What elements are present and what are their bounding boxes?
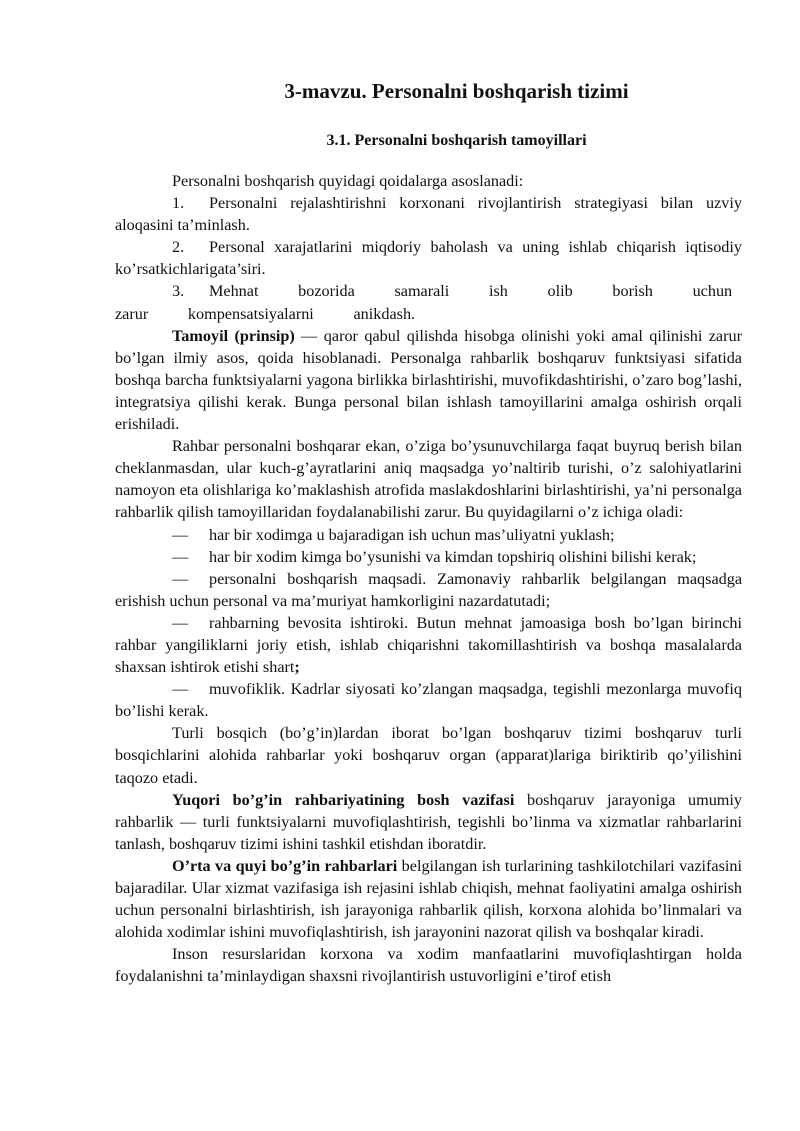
item-number: 3. bbox=[172, 282, 185, 301]
paragraph-turli: Turli bosqich (bo’g’in)lardan iborat bo’lgan boshqaruv tizimi boshqaruv turli bosqichlarini alohida rahbarlar yoki boshqaruv organ (apparat)lariga biriktirib qo’yilishini taqozo etadi. bbox=[115, 724, 742, 787]
paragraph-text: boshqaruv jarayoniga umumiy rahbarlik — turli funktsiyalarni muvofiqlashtirish, tegishli bo’linma va xizmatlar rahbarlarini tanlash, boshqaruv tizimi ishini tashkil etishdan iboratdir. bbox=[115, 790, 742, 853]
document-title: 3-mavzu. Personalni boshqarish tizimi bbox=[284, 79, 629, 103]
dash-item-4 bbox=[115, 612, 742, 678]
dash-marker: — bbox=[172, 569, 189, 588]
item-text: har bir xodim kimga bo’ysunishi va kimdan topshiriq olishini bilishi kerak; bbox=[209, 547, 697, 566]
dash-marker: — bbox=[172, 680, 189, 699]
item-text: har bir xodimga u bajaradigan ish uchun mas’uliyatni yuklash; bbox=[209, 525, 615, 544]
item-text: rahbarning bevosita ishtiroki. Butun mehnat jamoasiga bosh bo’lgan birinchi rahbar yangiliklarni joriy etish, ishlab chiqarishni takomillashtirish va boshqa masalalarda shaxsan ishtirok etishi shart bbox=[115, 613, 742, 677]
item-text: muvofiklik. Kadrlar siyosati ko’zlangan maqsadga, tegishli mezonlarga muvofiq bo’lishi kerak. bbox=[115, 680, 742, 721]
term-bold: O’rta va quyi bo’g’in rahbarlari bbox=[172, 856, 398, 875]
item-text: Personal xarajatlarini miqdoriy baholash va uning ishlab chiqarish iqtisodiy ko’rsatkichlarigata’siri. bbox=[115, 238, 742, 279]
term-bold: Yuqori bo’g’in rahbariyatining bosh vazifasi bbox=[172, 790, 515, 809]
document-page bbox=[115, 76, 742, 987]
intro-paragraph: Personalni boshqarish quyidagi qoidalarga asoslanadi: bbox=[172, 172, 524, 190]
section-title: 3.1. Personalni boshqarish tamoyillari bbox=[326, 132, 587, 149]
dash-item-2 bbox=[115, 546, 742, 568]
dash-marker: — bbox=[172, 547, 189, 566]
term-bold: Tamoyil (prinsip) bbox=[172, 326, 295, 345]
dash-marker: — bbox=[172, 613, 189, 632]
item-number: 1. bbox=[172, 194, 185, 213]
item-text: Mehnat bozorida samarali ish olib borish uchun zarur kompensatsiyalarni anikdash. bbox=[115, 282, 733, 323]
paragraph-text: belgilangan ish turlarining tashkilotchilari vazifasini bajaradilar. Ular xizmat vazifasiga ish rejasini ishlab chiqish, mehnat faoliyatini amalga oshirish uchun personalni birlashtirish, ish jarayoniga rahbarlik qilish, korxona alohida bo’linmalari va alohida xodimlar ishini muvofiqlashtirish, ish jarayonini nazorat qilish va boshqalar kiradi. bbox=[115, 856, 742, 942]
item-text: Personalni rejalashtirishni korxonani rivojlantirish strategiyasi bilan uzviy aloqasini ta’minlash. bbox=[115, 194, 742, 235]
paragraph-text: — qaror qabul qilishda hisobga olinishi yoki amal qilinishi zarur bo’lgan ilmiy asos, qoida hisoblanadi. Personalga rahbarlik boshqaruv funktsiyasi sifatida boshqa barcha funktsiyalarni yagona birlikka birlashtirishi, muvofikdashtirishi, o’zaro bog’lashi, integratsiya qilishi kerak. Bunga personal bilan ishlash tamoyillarini amalga oshirish orqali erishiladi. bbox=[115, 326, 742, 434]
paragraph-orta bbox=[115, 855, 742, 943]
paragraph-yuqori bbox=[115, 789, 742, 855]
item-end-bold: ; bbox=[294, 658, 300, 677]
dash-item-1 bbox=[115, 524, 742, 546]
paragraph-tamoyil bbox=[115, 325, 742, 435]
numbered-item-2 bbox=[115, 236, 742, 280]
dash-item-3 bbox=[115, 568, 742, 612]
paragraph-rahbar: Rahbar personalni boshqarar ekan, o’ziga bo’ysunuvchilarga faqat buyruq berish bilan cheklanmasdan, ular kuch-g’ayratlarini aniq maqsadga yo’naltirib turishi, o’z salohiyatlarini namoyon eta olishlariga ko’maklashish atrofida maslakdoshlarini birlashtirishi, ya’ni personalga rahbarlik qilish tamoyillaridan foydalanabilishi zarur. Bu quyidagilarni o’z ichiga oladi: bbox=[115, 437, 742, 522]
numbered-item-1 bbox=[115, 192, 742, 236]
item-text: personalni boshqarish maqsadi. Zamonaviy rahbarlik belgilangan maqsadga erishish uchun personal va ma’muriyat hamkorligini nazardatutadi; bbox=[115, 569, 742, 610]
item-number: 2. bbox=[172, 238, 185, 257]
dash-marker: — bbox=[172, 525, 189, 544]
dash-item-5 bbox=[115, 678, 742, 722]
numbered-item-3 bbox=[115, 280, 742, 324]
paragraph-inson: Inson resurslaridan korxona va xodim manfaatlarini muvofiqlashtirgan holda foydalanishni ta’minlaydigan shaxsni rivojlantirish ustuvorligini e’tirof etish bbox=[115, 945, 742, 986]
